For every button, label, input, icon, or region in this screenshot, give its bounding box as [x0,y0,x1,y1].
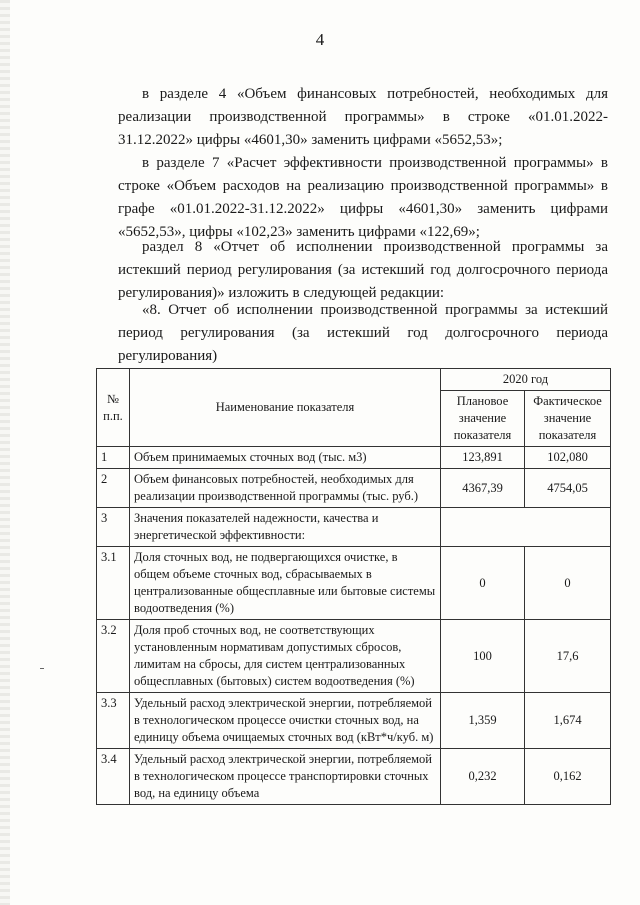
table-row [97,620,611,693]
row-plan: 0 [441,547,525,620]
row-num: 3 [97,508,130,547]
header-year: 2020 год [441,369,611,391]
scan-mark [40,668,44,669]
row-plan [441,508,611,547]
table-row [97,508,611,547]
row-plan: 1,359 [441,693,525,749]
row-num: 3.2 [97,620,130,693]
row-plan: 0,232 [441,749,525,805]
row-name: Доля сточных вод, не подвергающихся очистке, в общем объеме сточных вод, сбрасываемых в централизованные общесплавные или бытовые системы водоотведения (%) [130,547,441,620]
row-fact: 17,6 [525,620,611,693]
header-name: Наименование показателя [130,369,441,447]
row-num: 3.3 [97,693,130,749]
row-name: Удельный расход электрической энергии, потребляемой в технологическом процессе очистки сточных вод, на единицу объема очищаемых сточных вод (кВт*ч/куб. м) [130,693,441,749]
table-row [97,547,611,620]
row-name: Объем принимаемых сточных вод (тыс. м3) [130,447,441,469]
paragraph-section-8: раздел 8 «Отчет об исполнении производственной программы за истекший период регулирования (за истекший год долгосрочного периода регулирования)» изложить в следующей редакции: [118,239,608,301]
row-num: 2 [97,469,130,508]
row-plan: 4367,39 [441,469,525,508]
header-plan: Плановое значение показателя [441,391,525,447]
report-table [96,368,611,805]
page-number: 4 [315,30,325,49]
paragraph-section-7: в разделе 7 «Расчет эффективности производственной программы» в строке «Объем расходов на реализацию производственной программы» в графе «01.01.2022-31.12.2022» цифры «4601,30» заменить цифрами «5652,53», цифры «102,23» заменить цифрами «122,69»; [118,155,608,240]
table-row [97,749,611,805]
row-num: 3.4 [97,749,130,805]
row-name: Объем финансовых потребностей, необходимых для реализации производственной программы (тыс. руб.) [130,469,441,508]
row-plan: 100 [441,620,525,693]
row-fact: 0 [525,547,611,620]
report-table-wrap [96,368,610,805]
row-name: Удельный расход электрической энергии, потребляемой в технологическом процессе транспортировки сточных вод, на единицу объема [130,749,441,805]
table-row [97,693,611,749]
row-fact: 1,674 [525,693,611,749]
row-num: 1 [97,447,130,469]
row-fact: 0,162 [525,749,611,805]
row-plan: 123,891 [441,447,525,469]
header-num: № п.п. [97,369,130,447]
row-num: 3.1 [97,547,130,620]
header-fact: Фактическое значение показателя [525,391,611,447]
paragraph-section-4: в разделе 4 «Объем финансовых потребностей, необходимых для реализации производственной программы» в строке «01.01.2022-31.12.2022» цифры «4601,30» заменить цифрами «5652,53»; [118,86,608,148]
table-header-row [97,369,611,391]
row-name: Доля проб сточных вод, не соответствующих установленным нормативам допустимых сбросов, лимитам на сбросы, для систем централизованных общесплавных (бытовых) систем водоотведения (%) [130,620,441,693]
row-fact: 4754,05 [525,469,611,508]
table-row [97,469,611,508]
paragraph-report-title: «8. Отчет об исполнении производственной программы за истекший период регулирования (за истекший год долгосрочного периода регулирования) [118,302,608,364]
table-row [97,447,611,469]
scan-edge [0,0,10,905]
row-fact: 102,080 [525,447,611,469]
row-name: Значения показателей надежности, качества и энергетической эффективности: [130,508,441,547]
